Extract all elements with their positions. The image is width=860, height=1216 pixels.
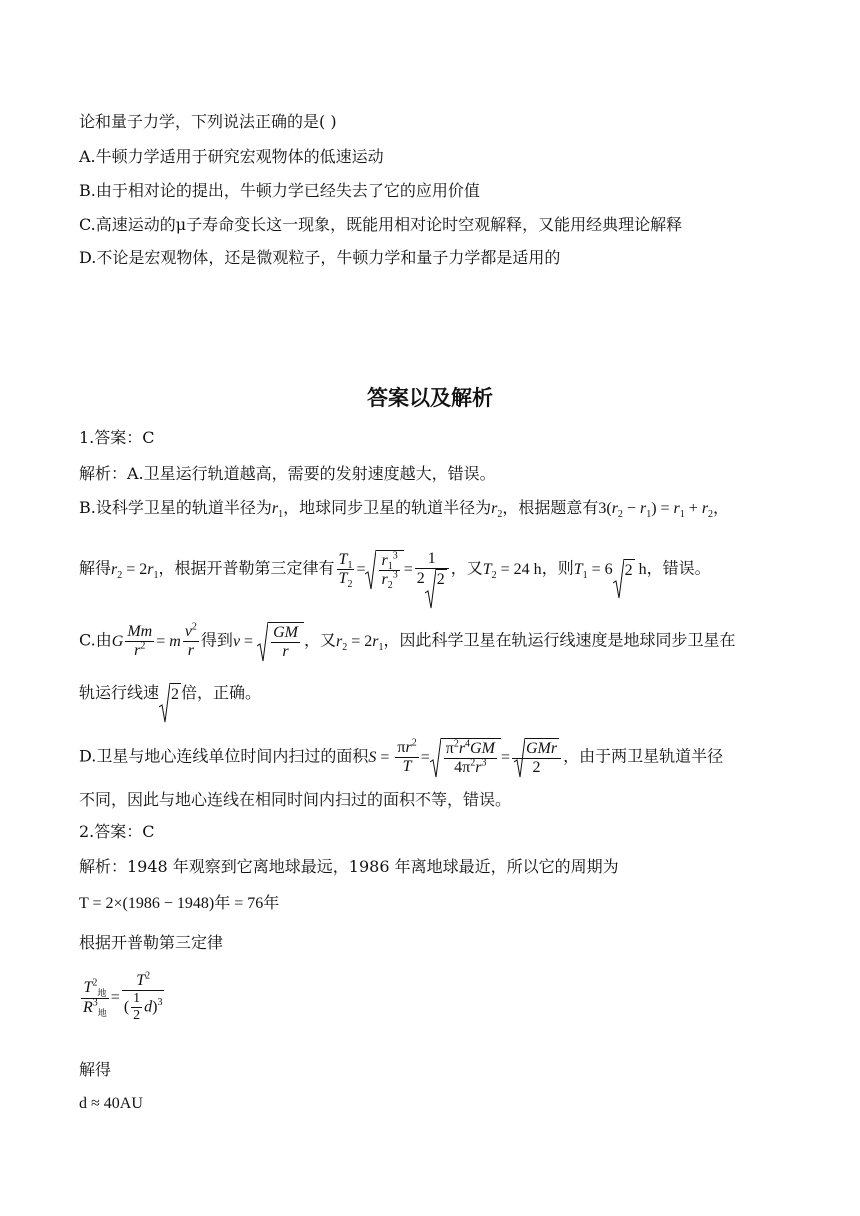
analysis-1a: 解析：A.卫星运行轨道越高，需要的发射速度越大，错误。 xyxy=(79,464,496,483)
analysis-1d: D.卫星与地心连线单位时间内扫过的面积S = $\frac{\pi r^2}{T}$ = $\frac{\pi^2r^4GM}{4\pi^2r^3}$ = $\frac{\text{GMr}}{2}$ ，由于两卫星轨道半径 xyxy=(79,737,724,777)
analysis-1c: C.由G $\frac{Mm}{r^2}$ = m $\frac{v^2}{r}$ 得到v = $\frac{GM}{r}$ ，又$r_2 = 2r_1$，因此科学卫星在轨运行线速度是地球同步卫星在 xyxy=(79,621,736,661)
option-d: D.不论是宏观物体，还是微观粒子，牛顿力学和量子力学都是适用的 xyxy=(79,248,561,267)
analysis-1b-cont: 解得$r_2 = 2r_1$，根据开普勒第三定律有 $\frac{T_1}{T_2}$ = $\frac{r_1^3}{r_2^3}$ = 1 2 2 ，又$T_2 = 24$ h，则$T_1 = 6$ 2 h，错误。 xyxy=(79,550,711,590)
velocity-formula: v = $\frac{GM}{r}$ xyxy=(233,633,304,650)
result-equation: d ≈ 40AU xyxy=(79,1095,143,1112)
orbit-relation-formula: $3(r_2 - r_1) = r_1 + r_2$ xyxy=(598,500,714,521)
option-c: C.高速运动的μ子寿命变长这一现象，既能用相对论时空观解释，又能用经典理论解释 xyxy=(79,215,683,234)
area-formula: S = $\frac{\pi r^2}{T}$ = $\frac{\pi^2r^4GM}{4\pi^2r^3}$ = $\frac{\text{GMr}}{2}$ xyxy=(368,749,563,766)
analysis-2: 解析：1948 年观察到它离地球最远，1986 年离地球最近，所以它的周期为 xyxy=(79,857,619,876)
option-a: A.牛顿力学适用于研究宏观物体的低速运动 xyxy=(79,147,384,166)
analysis-1b: B.设科学卫星的轨道半径为$r_1$，地球同步卫星的轨道半径为$r_2$，根据题意有$3(r_2 - r_1) = r_1 + r_2$， xyxy=(79,498,730,521)
analysis-1c-cont: 轨运行线速 2 倍，正确。 xyxy=(79,683,261,705)
answer-1: 1.答案：C xyxy=(79,428,155,447)
period-equation: T = 2×(1986 − 1948)年 = 76年 xyxy=(79,895,280,912)
kepler-equation: $\frac{T^2_地}{R^3_地}$ = $T^2$ ( $\frac{1}{2}$ d)$^3$ xyxy=(83,970,163,1024)
solve-label: 解得 xyxy=(79,1060,112,1079)
analysis-1d-cont: 不同，因此与地心连线在相同时间内扫过的面积不等，错误。 xyxy=(79,790,512,809)
option-b: B.由于相对论的提出，牛顿力学已经失去了它的应用价值 xyxy=(79,181,480,200)
answers-title: 答案以及解析 xyxy=(367,386,493,410)
kepler-law-label: 根据开普勒第三定律 xyxy=(79,933,224,952)
kepler-ratio-formula: $\frac{T_1}{T_2}$ = $\frac{r_1^3}{r_2^3}$ = 1 2 2 xyxy=(335,561,451,578)
gravity-formula: G $\frac{Mm}{r^2}$ = m $\frac{v^2}{r}$ xyxy=(111,621,197,660)
question-stem: 论和量子力学，下列说法正确的是( ) xyxy=(79,112,337,131)
answer-2: 2.答案：C xyxy=(79,822,155,841)
